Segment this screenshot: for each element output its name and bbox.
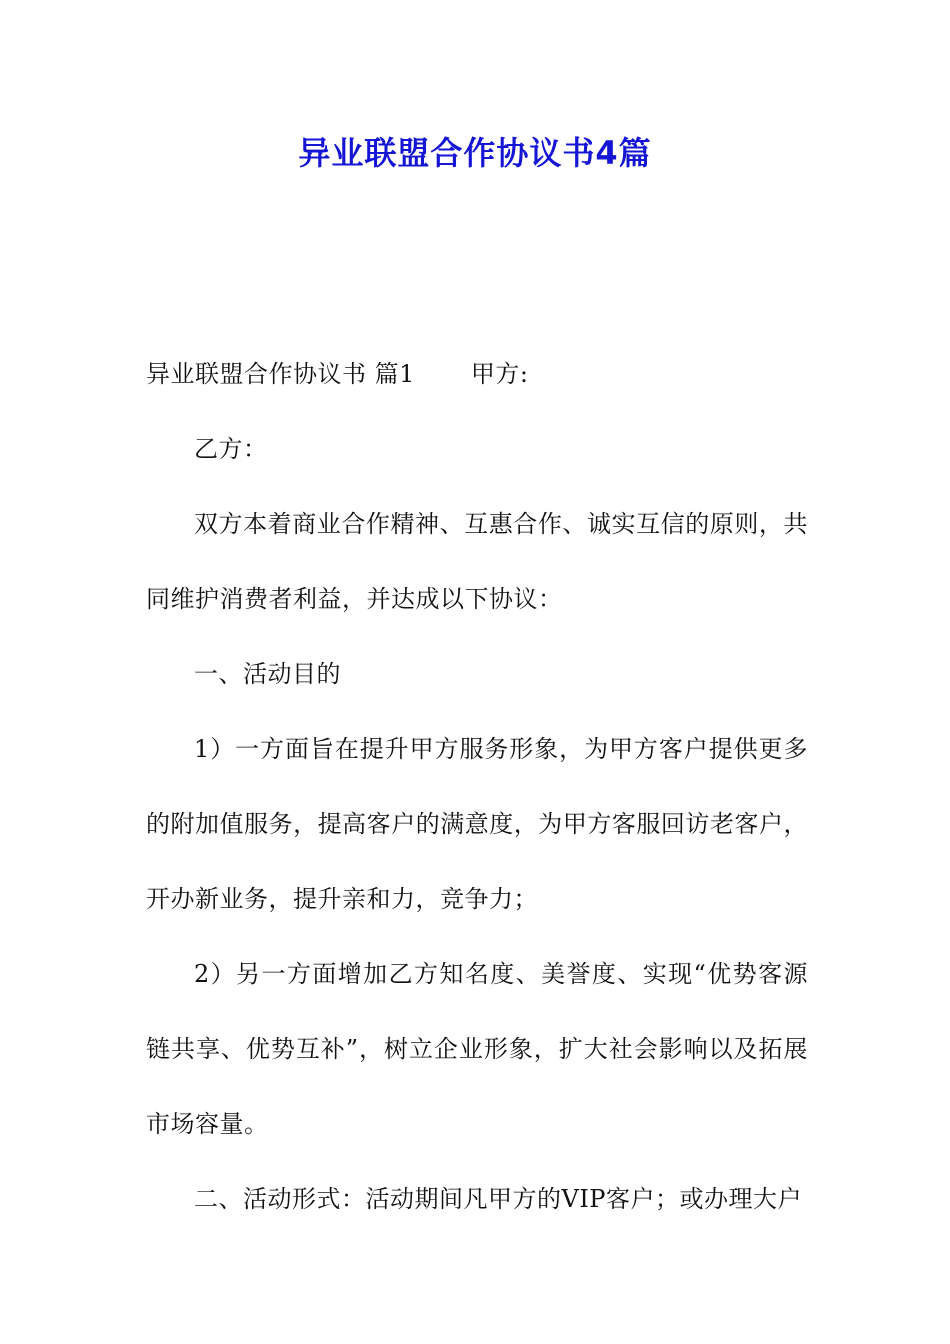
paragraph-activity-form: 二、活动形式：活动期间凡甲方的VIP客户；或办理大户 bbox=[194, 1185, 802, 1213]
document-title: 异业联盟合作协议书4篇 bbox=[298, 134, 652, 172]
section-heading-line bbox=[146, 337, 808, 412]
section-heading: 异业联盟合作协议书 篇1 bbox=[146, 360, 415, 388]
document-body bbox=[146, 337, 808, 1237]
paragraph-purpose-1: 1）一方面旨在提升甲方服务形象，为甲方客户提供更多的附加值服务，提高客户的满意度，为甲方客服回访老客户，开办新业务，提升亲和力，竞争力； bbox=[146, 735, 808, 913]
paragraph-purpose-2: 2）另一方面增加乙方知名度、美誉度、实现“优势客源链共享、优势互补”，树立企业形象，扩大社会影响以及拓展市场容量。 bbox=[146, 960, 808, 1138]
paragraph-party-b: 乙方： bbox=[194, 435, 268, 463]
paragraph-activity-purpose-heading: 一、活动目的 bbox=[194, 660, 341, 688]
party-a-label: 甲方: bbox=[470, 360, 529, 388]
paragraph-principles: 双方本着商业合作精神、互惠合作、诚实互信的原则，共同维护消费者利益，并达成以下协议： bbox=[146, 510, 808, 613]
